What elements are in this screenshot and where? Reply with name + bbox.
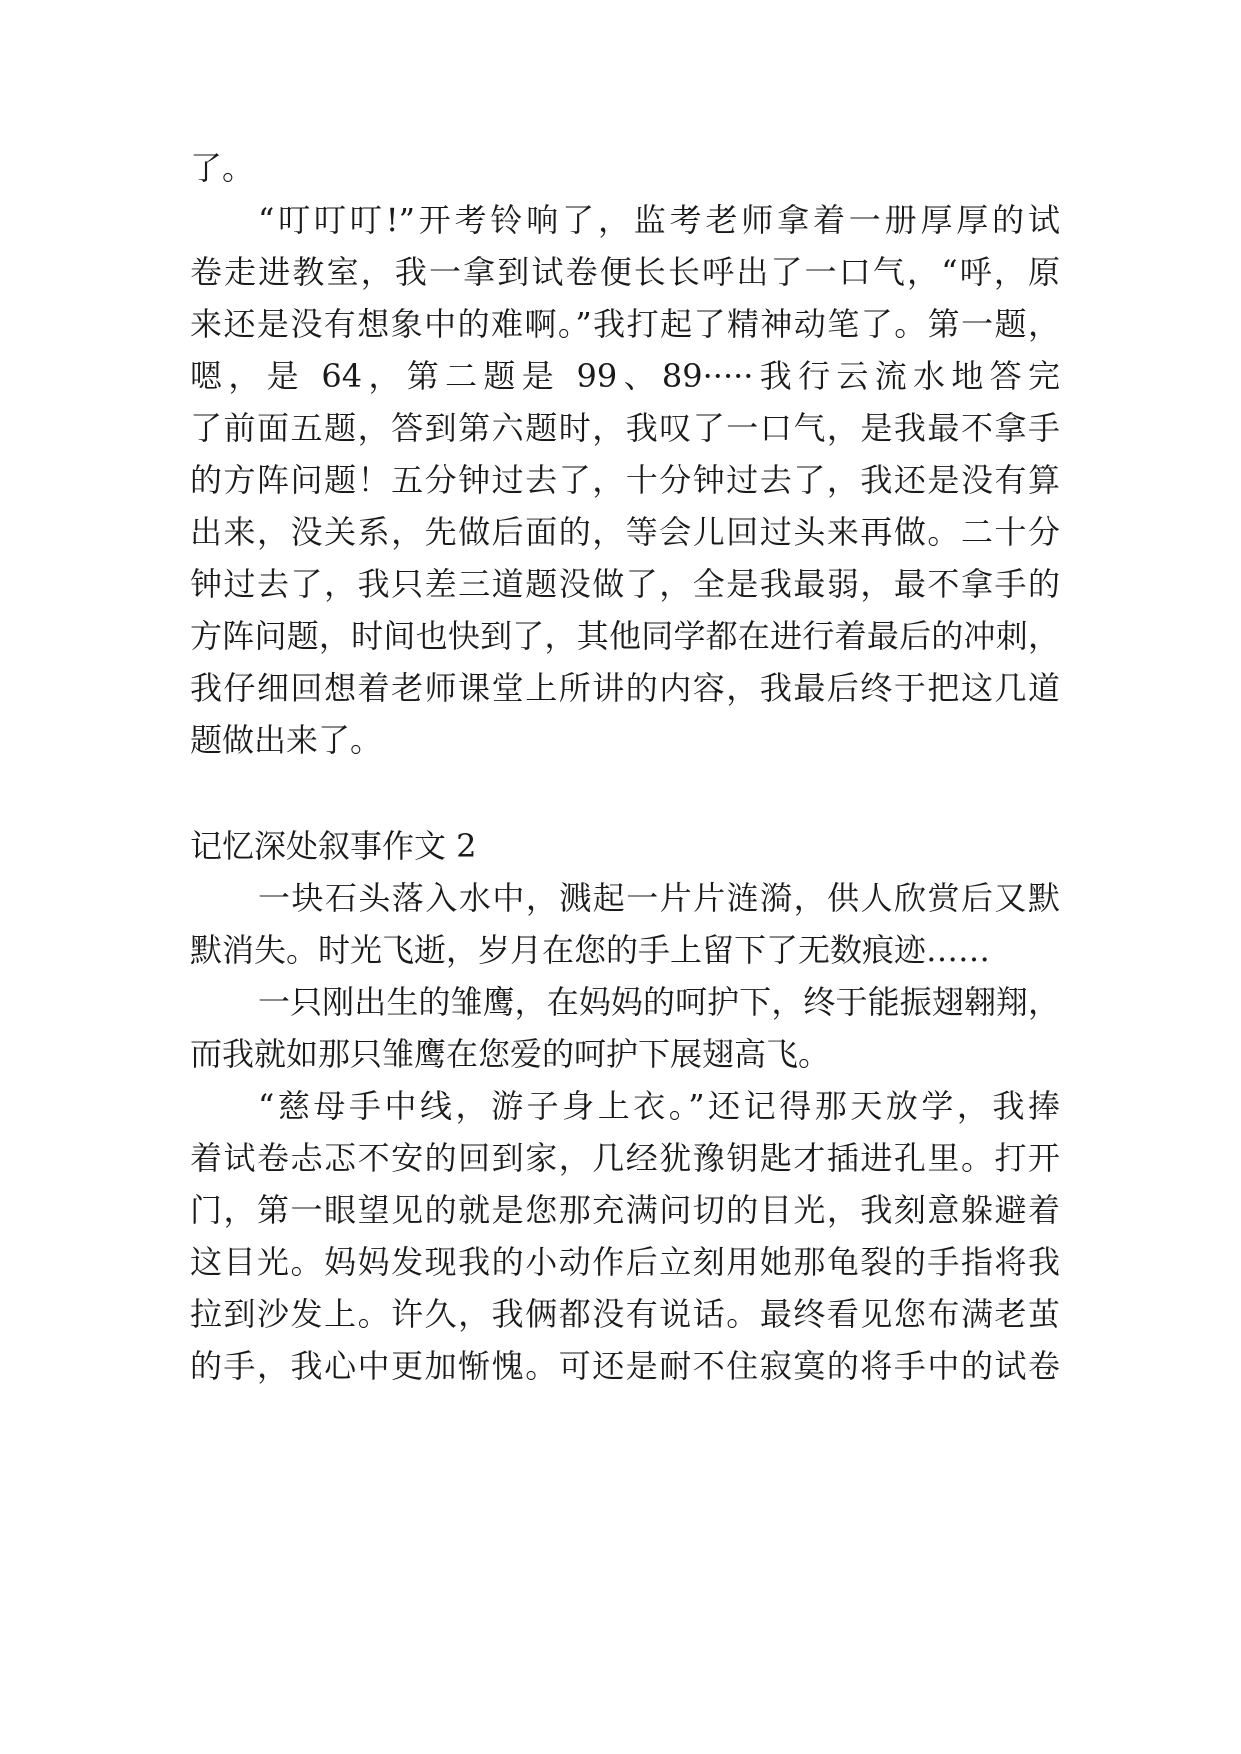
- text-line: 我仔细回想着老师课堂上所讲的内容，我最后终于把这几道: [190, 669, 1060, 707]
- text-line: 卷走进教室，我一拿到试卷便长长呼出了一口气，“呼，原: [190, 253, 1060, 291]
- text-line: 出来，没关系，先做后面的，等会儿回过头来再做。二十分: [190, 513, 1060, 551]
- text-line: 这目光。妈妈发现我的小动作后立刻用她那龟裂的手指将我: [190, 1243, 1060, 1281]
- text-line: 的手，我心中更加惭愧。可还是耐不住寂寞的将手中的试卷: [190, 1347, 1060, 1385]
- section-title: 记忆深处叙事作文 2: [190, 827, 477, 865]
- text-line: “慈母手中线，游子身上衣。”还记得那天放学，我捧: [258, 1087, 1060, 1125]
- text-line: 钟过去了，我只差三道题没做了，全是我最弱，最不拿手的: [190, 565, 1060, 603]
- text-line: “叮叮叮!”开考铃响了，监考老师拿着一册厚厚的试: [258, 201, 1060, 239]
- text-line: 拉到沙发上。许久，我俩都没有说话。最终看见您布满老茧: [190, 1295, 1060, 1333]
- text-line: 的方阵问题！五分钟过去了，十分钟过去了，我还是没有算: [190, 461, 1060, 499]
- text-line: 方阵问题，时间也快到了，其他同学都在进行着最后的冲刺，: [190, 617, 1060, 655]
- text-line: 着试卷忐忑不安的回到家，几经犹豫钥匙才插进孔里。打开: [190, 1139, 1060, 1177]
- text-line: 嗯，是 64，第二题是 99、89·····我行云流水地答完: [190, 357, 1060, 395]
- text-line: 而我就如那只雏鹰在您爱的呵护下展翅高飞。: [190, 1035, 831, 1073]
- text-line: 题做出来了。: [190, 721, 383, 759]
- text-line: 默消失。时光飞逝，岁月在您的手上留下了无数痕迹……: [190, 931, 991, 969]
- text-line: 了前面五题，答到第六题时，我叹了一口气，是我最不拿手: [190, 409, 1060, 447]
- text-line: 门，第一眼望见的就是您那充满问切的目光，我刻意躲避着: [190, 1191, 1060, 1229]
- text-line: 了。: [190, 149, 255, 187]
- text-line: 一只刚出生的雏鹰，在妈妈的呵护下，终于能振翅翱翔，: [258, 983, 1060, 1021]
- text-line: 来还是没有想象中的难啊。”我打起了精神动笔了。第一题，: [190, 305, 1060, 343]
- text-line: 一块石头落入水中，溅起一片片涟漪，供人欣赏后又默: [258, 879, 1060, 917]
